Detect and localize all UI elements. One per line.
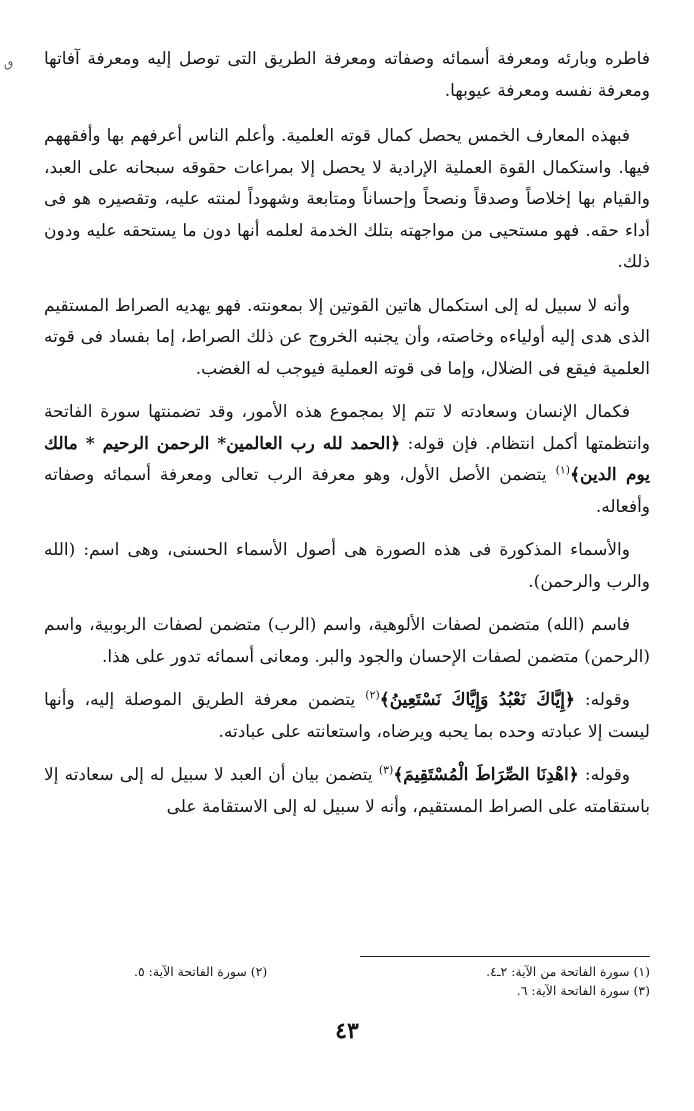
paragraph-2-text: فبهذه المعارف الخمس يحصل كمال قوته العلمية. وأعلم الناس أعرفهم بها وأفقههم فيها. واستكمال القوة العملية الإرادية لا يحصل إلا بمراعات حقوقه سبحانه على العبد، والقيام بها إخلاصاً وصدقاً ونصحاً وإحساناً ومتابعة وشهوداً لمنته عليه، وتقصيره هو فى أداء حقه. فهو مستحيى من مواجهته بتلك الخدمة لعلمه أنها دون ما يستحقه عليه ودون ذلك. [44, 126, 650, 272]
paragraph-7-lead: وقوله: [584, 690, 631, 710]
paragraph-5-text: والأسماء المذكورة فى هذه الصورة هى أصول الأسماء الحسنى، وهى اسم: (الله والرب والرحمن). [44, 540, 650, 592]
paragraph-3-text: وأنه لا سبيل له إلى استكمال هاتين القوتين إلا بمعونته. فهو يهديه الصراط المستقيم الذى هدى إليه أولياءه وخاصته، وأن يجنبه الخروج عن ذلك الصراط، إما بفساد فى قوته العلمية فيقع فى الضلال، وإما فى قوته العملية فيوجب له الغضب. [44, 295, 650, 379]
paragraph-5 [44, 535, 650, 598]
paragraph-4 [44, 397, 650, 523]
paragraph-8 [44, 760, 650, 823]
paragraph-3 [44, 291, 650, 386]
paragraph-6 [44, 610, 650, 673]
footnote-2: (٢) سورة الفاتحة الآية: ٥. [134, 964, 268, 979]
paragraph-8-text: يتضمن بيان أن العبد لا سبيل له إلى سعادته إلا باستقامته على الصراط المستقيم، وأنه لا سبيل له إلى الاستقامة على [44, 765, 650, 817]
paragraph-4-text-b: يتضمن الأصل الأول، وهو معرفة الرب تعالى ومعرفة أسمائه وصفاته وأفعاله. [44, 465, 650, 517]
footnote-row [44, 962, 650, 981]
footnotes [44, 962, 650, 1000]
paragraph-7-text: يتضمن معرفة الطريق الموصلة إليه، وأنها ليست إلا عبادته وحده بما يحبه ويرضاه، واستعانته على عبادته. [44, 690, 650, 742]
footnote-3: (٣) سورة الفاتحة الآية: ٦. [516, 983, 650, 998]
footnote-row [44, 981, 650, 1000]
paragraph-4-text-a: فكمال الإنسان وسعادته لا تتم إلا بمجموع هذه الأمور، وقد تضمنتها سورة الفاتحة وانتظمتها أكمل انتظام. فإن قوله: [44, 402, 650, 454]
quran-quote-fatiha-1-4: ﴿الحمد لله رب العالمين* الرحمن الرحيم * مالك يوم الدين﴾ [44, 433, 651, 485]
footnote-divider [360, 956, 650, 957]
margin-mark: ٯ [4, 56, 14, 70]
page [44, 0, 650, 1111]
paragraph-6-text: فاسم (الله) متضمن لصفات الألوهية، واسم (الرب) متضمن لصفات الربوبية، واسم (الرحمن) متضمن لصفات الإحسان والجود والبر. ومعانى أسمائه تدور على هذا. [44, 615, 650, 667]
quran-quote-fatiha-6: ﴿اهْدِنَا الصِّرَاطَ الْمُسْتَقِيمَ﴾ [393, 765, 579, 785]
paragraph-1: فاطره وبارئه ومعرفة أسمائه وصفاته ومعرفة الطريق التى توصل إليه ومعرفة آفاتها ومعرفة نفسه ومعرفة عيوبها. [44, 49, 650, 101]
page-number: ٤٣ [335, 1018, 359, 1044]
paragraph-7 [44, 685, 650, 748]
footnote-ref-2: (٢) [365, 688, 380, 702]
footnote-1: (١) سورة الفاتحة من الآية: ٢ـ٤. [486, 964, 650, 979]
paragraph-2 [44, 121, 650, 279]
quran-quote-fatiha-5: ﴿إِيَّاكَ نَعْبُدُ وَإِيَّاكَ نَسْتَعِينُ﴾ [379, 690, 575, 710]
footnote-ref-3: (٣) [378, 763, 394, 777]
paragraph-8-lead: وقوله: [584, 765, 631, 785]
body-text [44, 44, 650, 835]
footnote-ref-1: (١) [555, 463, 571, 477]
